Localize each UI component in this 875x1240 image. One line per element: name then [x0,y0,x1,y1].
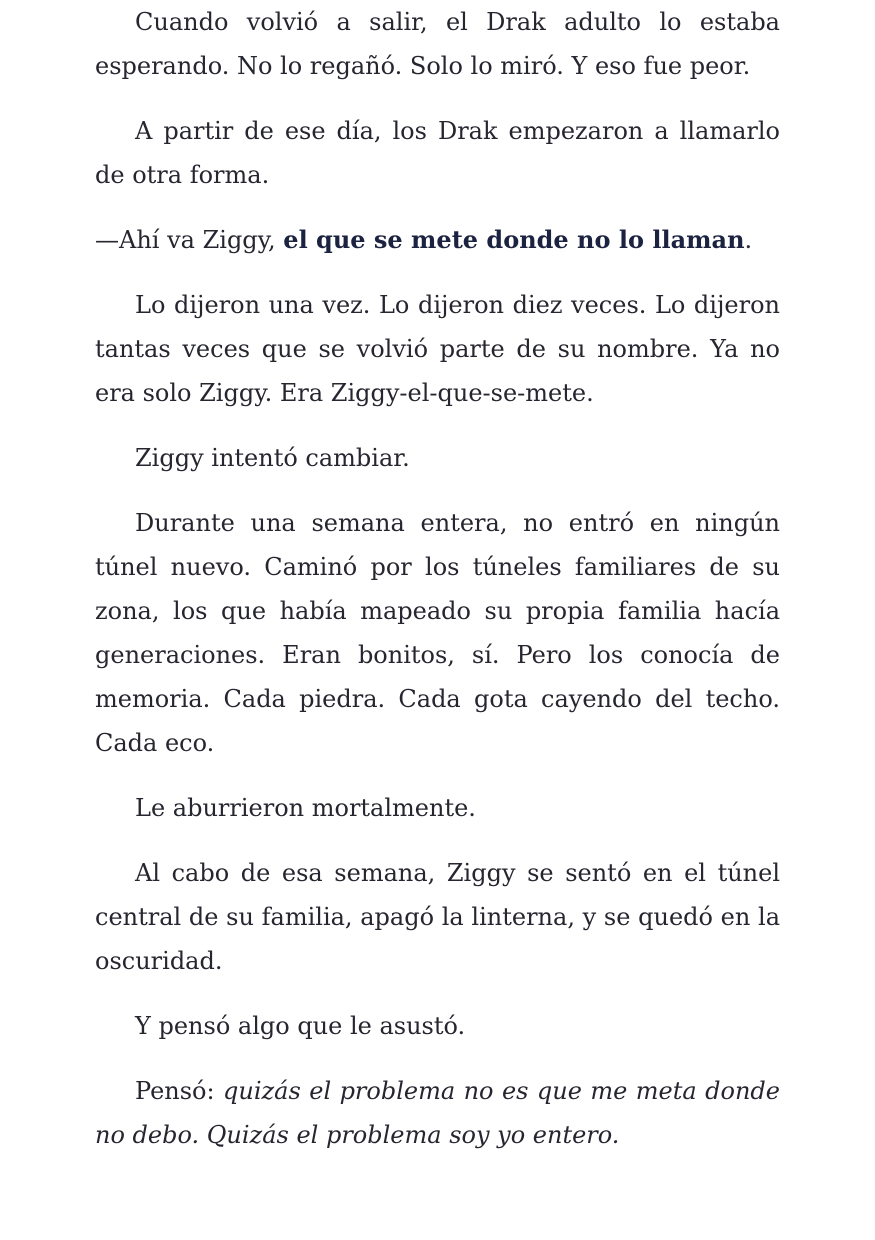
paragraph-5: Ziggy intentó cambiar. [135,444,410,472]
paragraph-3-dialogue [95,218,780,262]
paragraph-10 [95,1069,780,1157]
paragraph-9: Y pensó algo que le asustó. [135,1012,466,1040]
paragraph-6: Durante una semana entera, no entró en ningún túnel nuevo. Caminó por los túneles familiares de su zona, los que había mapeado su propia familia hacía generaciones. Eran bonitos, sí. Pero los conocía de memoria. Cada piedra. Cada gota cayendo del techo. Cada eco. [95,509,780,757]
thought-prefix: Pensó: [135,1077,224,1105]
thought-italic: quizás el problema no es que me meta donde no debo. Quizás el problema soy yo entero. [95,1077,780,1149]
paragraph-2: A partir de ese día, los Drak empezaron a llamarlo de otra forma. [95,117,780,189]
paragraph-8: Al cabo de esa semana, Ziggy se sentó en el túnel central de su familia, apagó la linterna, y se quedó en la oscuridad. [95,859,780,975]
dialogue-suffix: . [744,226,753,254]
book-page [95,0,780,1157]
paragraph-7: Le aburrieron mortalmente. [135,794,476,822]
paragraph-1: Cuando volvió a salir, el Drak adulto lo estaba esperando. No lo regañó. Solo lo miró. Y eso fue peor. [95,8,780,80]
paragraph-4: Lo dijeron una vez. Lo dijeron diez veces. Lo dijeron tantas veces que se volvió parte de su nombre. Ya no era solo Ziggy. Era Ziggy-el-que-se-mete. [95,291,780,407]
dialogue-prefix: —Ahí va Ziggy, [95,226,284,254]
dialogue-emphasis: el que se mete donde no lo llaman [283,225,745,254]
